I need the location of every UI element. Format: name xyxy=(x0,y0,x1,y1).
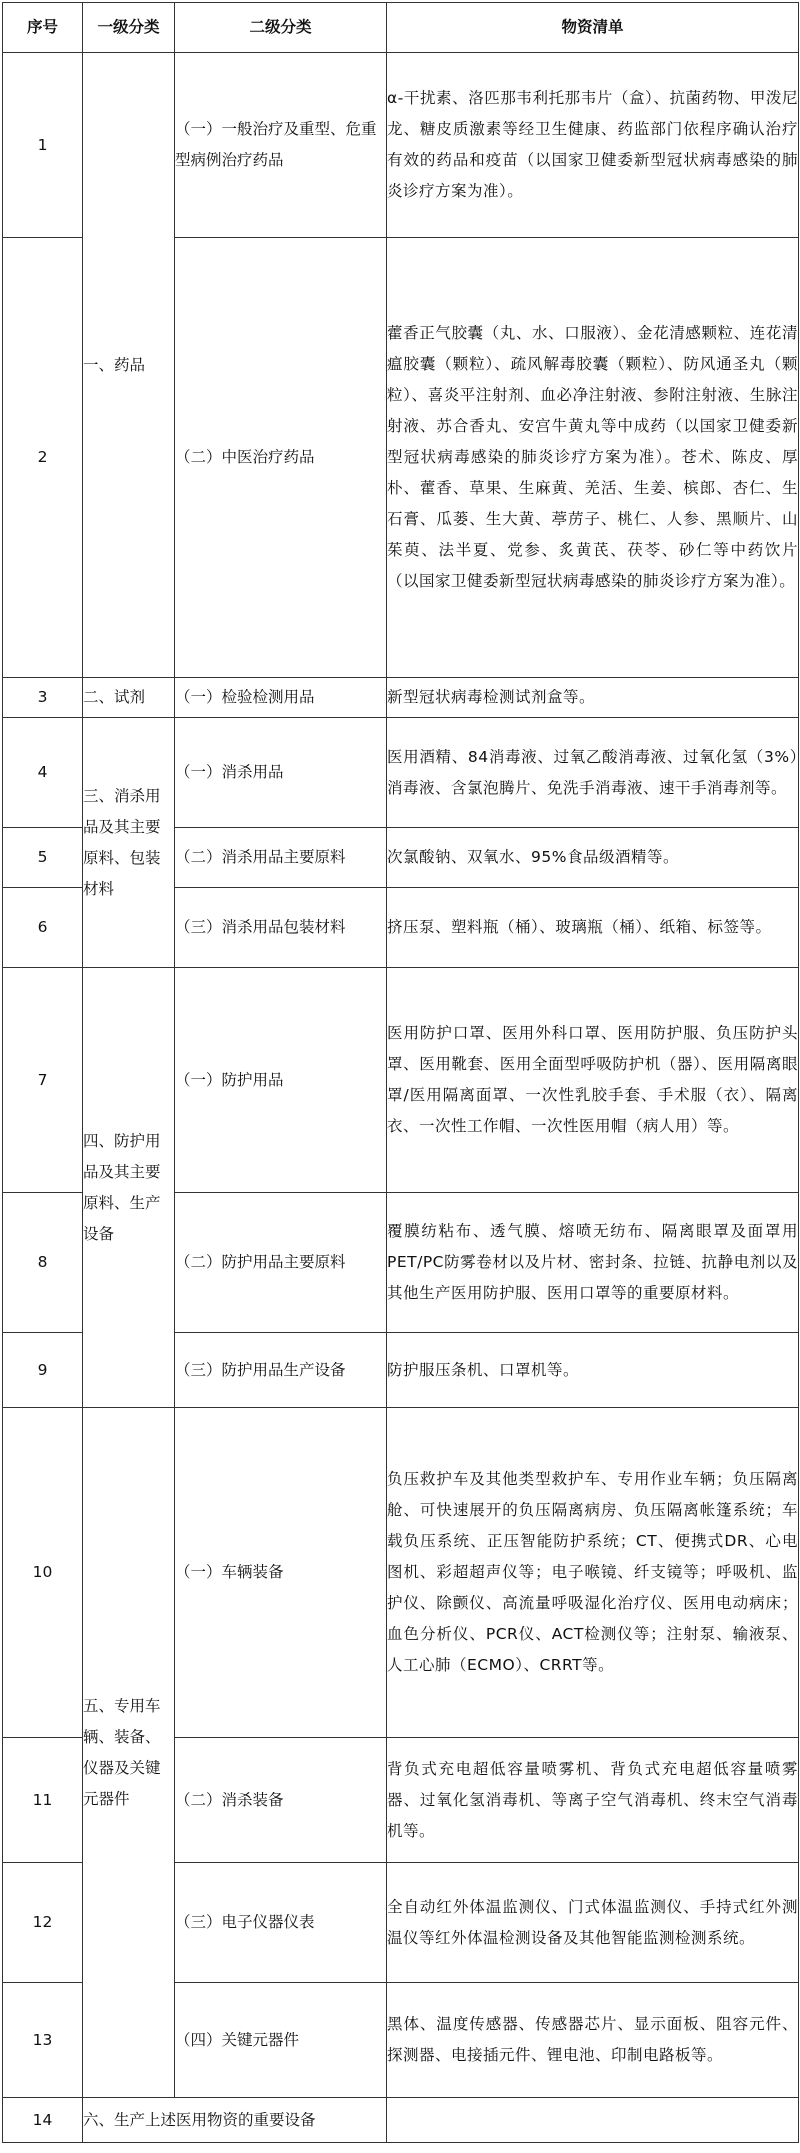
row-list xyxy=(387,2098,799,2143)
row-level2: （三）防护用品生产设备 xyxy=(175,1333,387,1408)
row-level2: （一）检验检测用品 xyxy=(175,678,387,718)
group-label: 四、防护用品及其主要原料、生产设备 xyxy=(83,968,175,1408)
row-seq: 2 xyxy=(3,238,83,678)
row-list: 藿香正气胶囊（丸、水、口服液）、金花清感颗粒、连花清瘟胶囊（颗粒）、疏风解毒胶囊（颗粒）、防风通圣丸（颗粒）、喜炎平注射剂、血必净注射液、参附注射液、生脉注射液、苏合香丸、安宫牛黄丸等中成药（以国家卫健委新型冠状病毒感染的肺炎诊疗方案为准）。苍术、陈皮、厚朴、藿香、草果、生麻黄、羌活、生姜、槟郎、杏仁、生石膏、瓜蒌、生大黄、葶苈子、桃仁、人参、黑顺片、山茱萸、法半夏、党参、炙黄芪、茯苓、砂仁等中药饮片（以国家卫健委新型冠状病毒感染的肺炎诊疗方案为准）。 xyxy=(387,238,799,678)
row-list: 医用酒精、84消毒液、过氧乙酸消毒液、过氧化氢（3%）消毒液、含氯泡腾片、免洗手消毒液、速干手消毒剂等。 xyxy=(387,718,799,828)
row-seq: 10 xyxy=(3,1408,83,1738)
group-label: 二、试剂 xyxy=(83,678,175,718)
row-list: 负压救护车及其他类型救护车、专用作业车辆；负压隔离舱、可快速展开的负压隔离病房、负压隔离帐篷系统；车载负压系统、正压智能防护系统；CT、便携式DR、心电图机、彩超超声仪等；电子喉镜、纤支镜等；呼吸机、监护仪、除颤仪、高流量呼吸湿化治疗仪、医用电动病床；血色分析仪、PCR仪、ACT检测仪等；注射泵、输液泵、人工心肺（ECMO）、CRRT等。 xyxy=(387,1408,799,1738)
row-seq: 8 xyxy=(3,1193,83,1333)
table-row xyxy=(3,2098,799,2143)
row-seq: 1 xyxy=(3,53,83,238)
row-seq: 14 xyxy=(3,2098,83,2143)
row-level2: （二）中医治疗药品 xyxy=(175,238,387,678)
row-list: α-干扰素、洛匹那韦利托那韦片（盒）、抗菌药物、甲泼尼龙、糖皮质激素等经卫生健康、药监部门依程序确认治疗有效的药品和疫苗（以国家卫健委新型冠状病毒感染的肺炎诊疗方案为准）。 xyxy=(387,53,799,238)
row-level2: （二）防护用品主要原料 xyxy=(175,1193,387,1333)
row-list: 新型冠状病毒检测试剂盒等。 xyxy=(387,678,799,718)
table-row xyxy=(3,53,799,238)
row-level2: （一）消杀用品 xyxy=(175,718,387,828)
row-level2: （三）电子仪器仪表 xyxy=(175,1863,387,1983)
row-list: 黑体、温度传感器、传感器芯片、显示面板、阻容元件、探测器、电接插元件、锂电池、印制电路板等。 xyxy=(387,1983,799,2098)
group-label: 五、专用车辆、装备、仪器及关键元器件 xyxy=(83,1408,175,2098)
header-list: 物资清单 xyxy=(387,3,799,53)
row-list: 防护服压条机、口罩机等。 xyxy=(387,1333,799,1408)
row-level2: （一）车辆装备 xyxy=(175,1408,387,1738)
row-seq: 9 xyxy=(3,1333,83,1408)
row-level2: （四）关键元器件 xyxy=(175,1983,387,2098)
header-level2: 二级分类 xyxy=(175,3,387,53)
row-seq: 7 xyxy=(3,968,83,1193)
table-row xyxy=(3,718,799,828)
row-seq: 3 xyxy=(3,678,83,718)
row-seq: 5 xyxy=(3,828,83,888)
table-row xyxy=(3,1408,799,1738)
row-list: 医用防护口罩、医用外科口罩、医用防护服、负压防护头罩、医用靴套、医用全面型呼吸防护机（器）、医用隔离眼罩/医用隔离面罩、一次性乳胶手套、手术服（衣）、隔离衣、一次性工作帽、一次性医用帽（病人用）等。 xyxy=(387,968,799,1193)
row-seq: 4 xyxy=(3,718,83,828)
row-level2: （一）防护用品 xyxy=(175,968,387,1193)
row-list: 背负式充电超低容量喷雾机、背负式充电超低容量喷雾器、过氧化氢消毒机、等离子空气消毒机、终末空气消毒机等。 xyxy=(387,1738,799,1863)
group-label: 一、药品 xyxy=(83,53,175,678)
group-label: 六、生产上述医用物资的重要设备 xyxy=(83,2098,387,2143)
table-row xyxy=(3,968,799,1193)
row-list: 全自动红外体温监测仪、门式体温监测仪、手持式红外测温仪等红外体温检测设备及其他智能监测检测系统。 xyxy=(387,1863,799,1983)
header-seq: 序号 xyxy=(3,3,83,53)
row-seq: 13 xyxy=(3,1983,83,2098)
row-level2: （二）消杀用品主要原料 xyxy=(175,828,387,888)
row-seq: 12 xyxy=(3,1863,83,1983)
row-seq: 6 xyxy=(3,888,83,968)
row-list: 挤压泵、塑料瓶（桶）、玻璃瓶（桶）、纸箱、标签等。 xyxy=(387,888,799,968)
row-list: 覆膜纺粘布、透气膜、熔喷无纺布、隔离眼罩及面罩用PET/PC防雾卷材以及片材、密封条、拉链、抗静电剂以及其他生产医用防护服、医用口罩等的重要原材料。 xyxy=(387,1193,799,1333)
table-row xyxy=(3,678,799,718)
row-level2: （一）一般治疗及重型、危重型病例治疗药品 xyxy=(175,53,387,238)
row-level2: （三）消杀用品包装材料 xyxy=(175,888,387,968)
header-level1: 一级分类 xyxy=(83,3,175,53)
materials-table xyxy=(2,2,799,2143)
row-level2: （二）消杀装备 xyxy=(175,1738,387,1863)
row-seq: 11 xyxy=(3,1738,83,1863)
header-row xyxy=(3,3,799,53)
row-list: 次氯酸钠、双氧水、95%食品级酒精等。 xyxy=(387,828,799,888)
group-label: 三、消杀用品及其主要原料、包装材料 xyxy=(83,718,175,968)
